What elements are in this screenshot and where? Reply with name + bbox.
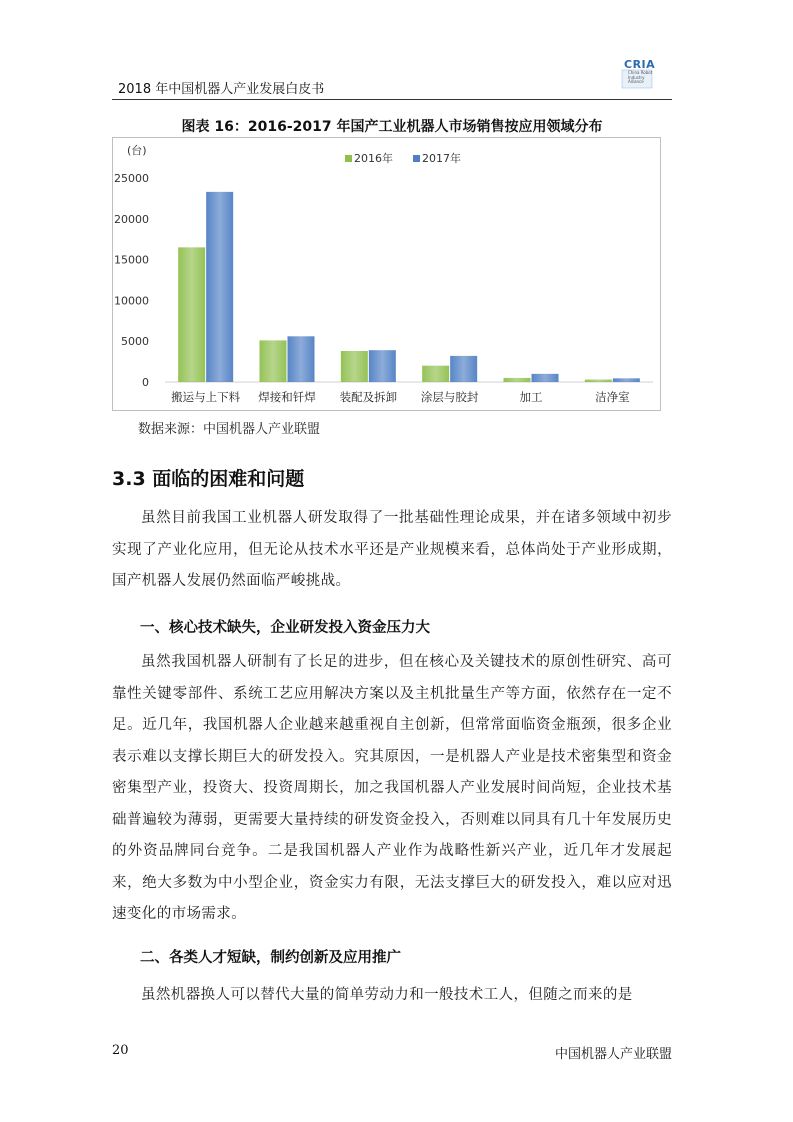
- bar-2016-0: [178, 247, 205, 382]
- section-title: 3.3 面临的困难和问题: [112, 468, 305, 490]
- bar-2016-3: [422, 366, 449, 382]
- footer-org: 中国机器人产业联盟: [554, 1047, 672, 1062]
- x-tick-label: 洁净室: [595, 390, 630, 404]
- x-tick-label: 加工: [519, 390, 543, 404]
- page-number: 20: [112, 1043, 129, 1058]
- bar-2016-4: [504, 378, 531, 382]
- bar-2016-1: [260, 340, 287, 382]
- y-tick-label: 15000: [114, 253, 149, 267]
- bar-2017-5: [613, 378, 640, 382]
- x-tick-label: 焊接和钎焊: [258, 390, 316, 404]
- x-tick-label: 装配及拆卸: [339, 390, 398, 404]
- logo-subtitle: China Robot Industry Alliance: [628, 70, 653, 84]
- y-tick-label: 5000: [121, 335, 149, 349]
- bar-2017-2: [369, 350, 396, 382]
- subsection-2-title: 二、各类人才短缺，制约创新及应用推广: [140, 950, 401, 966]
- bar-2017-3: [450, 356, 477, 382]
- y-tick-label: 25000: [114, 172, 149, 185]
- legend-swatch: [413, 155, 420, 162]
- subsection-2-body: 虽然机器换人可以替代大量的简单劳动力和一般技术工人，但随之而来的是: [141, 987, 633, 1003]
- bar-2016-2: [341, 351, 368, 382]
- bar-2016-5: [585, 380, 612, 382]
- bar-chart: [112, 137, 661, 411]
- bar-2017-1: [288, 336, 315, 382]
- y-tick-label: 0: [142, 376, 149, 389]
- figure-source: 数据来源：中国机器人产业联盟: [138, 422, 321, 437]
- subsection-1-body: 虽然我国机器人研制有了长足的进步，但在核心及关键技术的原创性研究、高可靠性关键零部件、系统工艺应用解决方案以及主机批量生产等方面，依然存在一定不足。近几年，我国机器人企业越来越重视自主创新，但常常面临资金瓶颈，很多企业表示难以支撑长期巨大的研发投入。究其原因，一是机器人产业是技术密集型和资金密集型产业，投资大、投资周期长，加之我国机器人产业发展时间尚短，企业技术基础普遍较为薄弱，更需要大量持续的研发资金投入，否则难以同具有几十年发展历史的外资品牌同台竞争。二是我国机器人产业作为战略性新兴产业，近几年才发展起来，绝大多数为中小型企业，资金实力有限，无法支撑巨大的研发投入，难以应对迅速变化的市场需求。: [112, 654, 672, 922]
- subsection-1-title: 一、核心技术缺失，企业研发投入资金压力大: [140, 620, 430, 636]
- header-divider: [112, 99, 672, 100]
- y-tick-label: 10000: [114, 294, 149, 308]
- y-tick-label: 20000: [114, 212, 149, 226]
- legend-swatch: [345, 155, 352, 162]
- running-header-title: 2018 年中国机器人产业发展白皮书: [118, 82, 325, 97]
- figure-title: 图表 16：2016-2017 年国产工业机器人市场销售按应用领域分布: [181, 119, 603, 135]
- legend-label: 2016年: [354, 152, 393, 165]
- bar-2017-4: [532, 374, 559, 382]
- chart-canvas: [113, 138, 660, 410]
- logo-text: CRIA: [624, 58, 656, 71]
- x-tick-label: 搬运与上下料: [171, 390, 241, 404]
- intro-paragraph: 虽然目前我国工业机器人研发取得了一批基础性理论成果，并在诸多领域中初步实现了产业化应用，但无论从技术水平还是产业规模来看，总体尚处于产业形成期，国产机器人发展仍然面临严峻挑战。: [112, 510, 672, 589]
- bar-2017-0: [206, 192, 233, 382]
- x-tick-label: 涂层与胶封: [420, 390, 479, 404]
- y-axis-unit-label: (台): [127, 144, 147, 157]
- legend-label: 2017年: [422, 152, 461, 165]
